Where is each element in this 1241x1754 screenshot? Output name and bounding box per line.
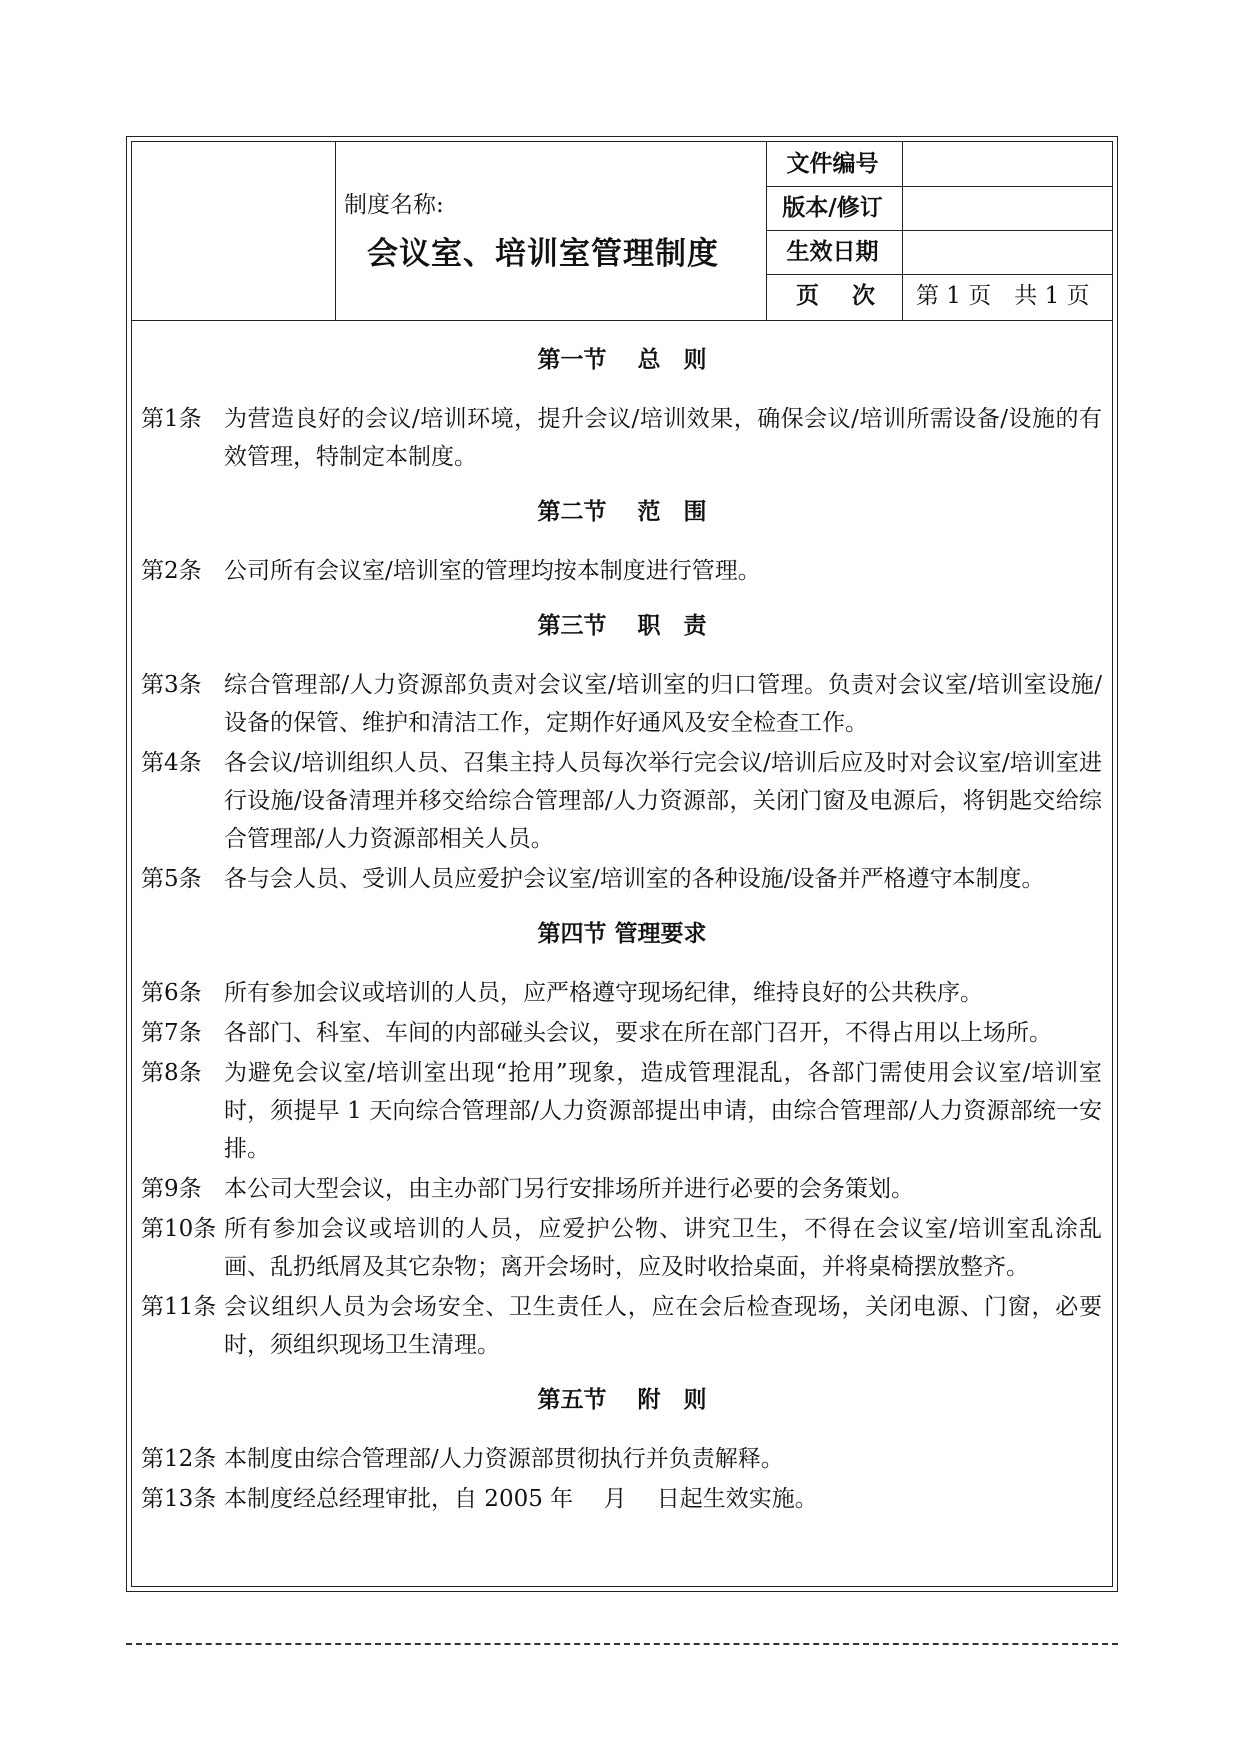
cut-line bbox=[126, 1643, 1118, 1645]
file-number-label: 文件编号 bbox=[786, 151, 879, 177]
article-number: 第12条 bbox=[141, 1446, 217, 1472]
section-title: 第五节 附 则 bbox=[537, 1387, 707, 1413]
article bbox=[132, 1054, 1112, 1168]
header-divider bbox=[766, 142, 767, 320]
article bbox=[132, 400, 1112, 476]
article bbox=[132, 1288, 1112, 1364]
article-text: 为营造良好的会议/培训环境，提升会议/培训效果，确保会议/培训所需设备/设施的有效管理，特制定本制度。 bbox=[224, 406, 1102, 470]
article bbox=[132, 552, 1112, 590]
article-number: 第13条 bbox=[141, 1486, 217, 1512]
article bbox=[132, 1480, 1112, 1518]
article-text: 所有参加会议或培训的人员，应爱护公物、讲究卫生，不得在会议室/培训室乱涂乱画、乱扔纸屑及其它杂物；离开会场时，应及时收拾桌面，并将桌椅摆放整齐。 bbox=[224, 1216, 1102, 1280]
article-number: 第1条 bbox=[141, 406, 202, 432]
article bbox=[132, 974, 1112, 1012]
document-inner-frame bbox=[131, 141, 1113, 1587]
article-text: 本制度经总经理审批，自 2005 年 月 日起生效实施。 bbox=[224, 1486, 818, 1512]
article bbox=[132, 1170, 1112, 1208]
article bbox=[132, 1440, 1112, 1478]
article-text: 会议组织人员为会场安全、卫生责任人，应在会后检查现场，关闭电源、门窗，必要时，须组织现场卫生清理。 bbox=[224, 1294, 1102, 1358]
article-number: 第2条 bbox=[141, 558, 202, 584]
effective-date-label: 生效日期 bbox=[786, 239, 879, 265]
article-number: 第6条 bbox=[141, 980, 202, 1006]
article bbox=[132, 666, 1112, 742]
article-text: 本制度由综合管理部/人力资源部贯彻执行并负责解释。 bbox=[224, 1446, 784, 1472]
article-text: 各部门、科室、车间的内部碰头会议，要求在所在部门召开，不得占用以上场所。 bbox=[224, 1020, 1052, 1046]
article bbox=[132, 1210, 1112, 1286]
version-label: 版本/修订 bbox=[782, 195, 883, 221]
article-number: 第7条 bbox=[141, 1020, 202, 1046]
policy-title: 会议室、培训室管理制度 bbox=[367, 236, 719, 272]
page-count-value: 第 1 页 共 1 页 bbox=[916, 283, 1090, 309]
article-number: 第5条 bbox=[141, 866, 202, 892]
section-title: 第二节 范 围 bbox=[537, 499, 707, 525]
page-label-right: 次 bbox=[852, 283, 875, 309]
article-number: 第9条 bbox=[141, 1176, 202, 1202]
article-number: 第8条 bbox=[141, 1060, 202, 1086]
article-number: 第4条 bbox=[141, 750, 202, 776]
article-number: 第11条 bbox=[141, 1294, 217, 1320]
article-text: 所有参加会议或培训的人员，应严格遵守现场纪律，维持良好的公共秩序。 bbox=[224, 980, 983, 1006]
article bbox=[132, 1014, 1112, 1052]
header-divider bbox=[335, 142, 336, 320]
policy-body bbox=[132, 320, 1112, 1586]
policy-name-label: 制度名称: bbox=[344, 192, 444, 218]
page-label bbox=[772, 274, 893, 318]
document-frame bbox=[126, 136, 1118, 1592]
file-number-value bbox=[902, 142, 1110, 186]
section-title: 第一节 总 则 bbox=[537, 347, 707, 373]
article-number: 第10条 bbox=[141, 1216, 217, 1242]
article-text: 各与会人员、受训人员应爱护会议室/培训室的各种设施/设备并严格遵守本制度。 bbox=[224, 866, 1045, 892]
header-table bbox=[132, 142, 1112, 321]
section-title: 第四节 管理要求 bbox=[537, 921, 707, 947]
effective-date-value bbox=[902, 230, 1110, 274]
page-label-left: 页 bbox=[796, 283, 819, 309]
section-title: 第三节 职 责 bbox=[537, 613, 707, 639]
version-value bbox=[902, 186, 1110, 230]
article bbox=[132, 860, 1112, 898]
article-text: 综合管理部/人力资源部负责对会议室/培训室的归口管理。负责对会议室/培训室设施/设备的保管、维护和清洁工作，定期作好通风及安全检查工作。 bbox=[224, 672, 1102, 736]
article-text: 各会议/培训组织人员、召集主持人员每次举行完会议/培训后应及时对会议室/培训室进行设施/设备清理并移交给综合管理部/人力资源部，关闭门窗及电源后，将钥匙交给综合管理部/人力资源部相关人员。 bbox=[224, 750, 1102, 852]
article bbox=[132, 744, 1112, 858]
article-number: 第3条 bbox=[141, 672, 202, 698]
article-text: 公司所有会议室/培训室的管理均按本制度进行管理。 bbox=[224, 558, 761, 584]
article-text: 本公司大型会议，由主办部门另行安排场所并进行必要的会务策划。 bbox=[224, 1176, 914, 1202]
article-text: 为避免会议室/培训室出现“抢用”现象，造成管理混乱，各部门需使用会议室/培训室时，须提早 1 天向综合管理部/人力资源部提出申请，由综合管理部/人力资源部统一安排。 bbox=[224, 1060, 1102, 1162]
